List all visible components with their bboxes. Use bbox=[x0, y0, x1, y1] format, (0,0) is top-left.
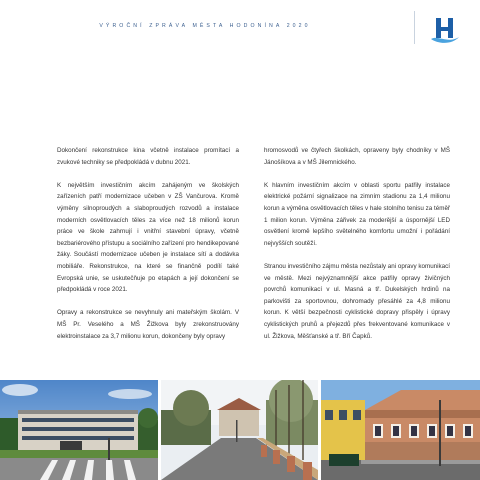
right-paragraph-3: Stranou investičního zájmu města nezůstaly ani opravy komunikací ve městě. Mezi nejvýznamnější akce patřily opravy živičných povrchů komunikací v ul. Masná a tř. Dukelských hrdinů na parkovišti za sportovnou, dohromady přesáhlé za 4,8 milionu korun. K větší bezpečnosti cyklistické dopravy přispěly i úpravy cyklistických pruhů a přejezdů přes frekventované komunikace v ul. Žižkova, Měšťanské a tř. Bří Čapků. bbox=[264, 262, 450, 340]
right-paragraph-1: hromosvodů ve čtyřech školkách, opraveny byly chodníky v MŠ Jánošíkova a v MŠ Jilemnického. bbox=[264, 147, 450, 166]
header-divider bbox=[414, 11, 415, 44]
city-h-logo-icon bbox=[428, 12, 462, 46]
left-text-column bbox=[57, 145, 239, 354]
right-paragraph-2: K hlavním investičním akcím v oblasti sportu patřily instalace elektrické požární signalizace na zimním stadionu za 1,4 milionu korun a výměna osvětlovacích těles v hale stolního tenisu za téměř 1 milion korun. Výměna zářivek za moderější a úspornější LED osvětlení kromě lepšího světelného komfortu umožní i pořádání nejvyšších soutěží. bbox=[264, 181, 450, 247]
historic-building-street-photo bbox=[321, 380, 480, 480]
school-building-photo bbox=[0, 380, 158, 480]
left-paragraph-2: K největším investičním akcím zahájeným ve školských zařízeních patří modernizace učeben v ZŠ Vančurova. Kromě výměny silnoproudých a slaboproudých rozvodů a instalace moderních osvětlovacích těles za více než 18 milionů korun práce ve škole zahrnují i vnitřní stavební úpravy, včetně bezbariérového přístupu a sociálního zařízení pro hendikepované žáky. Součástí modernizace učeben je instalace sítí a dodávka mobiliáře. Rekonstrukce, na které se finančně podílí také Evropská unie, se uskutečňuje po etapách a její dokončení se předpokládá v roce 2021. bbox=[57, 181, 239, 294]
right-text-column bbox=[264, 145, 450, 354]
tree-lined-street-photo bbox=[161, 380, 318, 480]
left-paragraph-3: Opravy a rekonstrukce se nevyhnuly ani mateřským školám. V MŠ Pr. Veselého a MŠ Žižkova byly zrekonstruovány elektroinstalace za 3,7 milionu korun, dokončeny byly opravy bbox=[57, 309, 239, 340]
page-header-title: VÝROČNÍ ZPRÁVA MĚSTA HODONÍNA 2020 bbox=[99, 23, 311, 29]
left-paragraph-1: Dokončení rekonstrukce kina včetně instalace promítací a zvukové techniky se předpokládá v dubnu 2021. bbox=[57, 147, 239, 166]
